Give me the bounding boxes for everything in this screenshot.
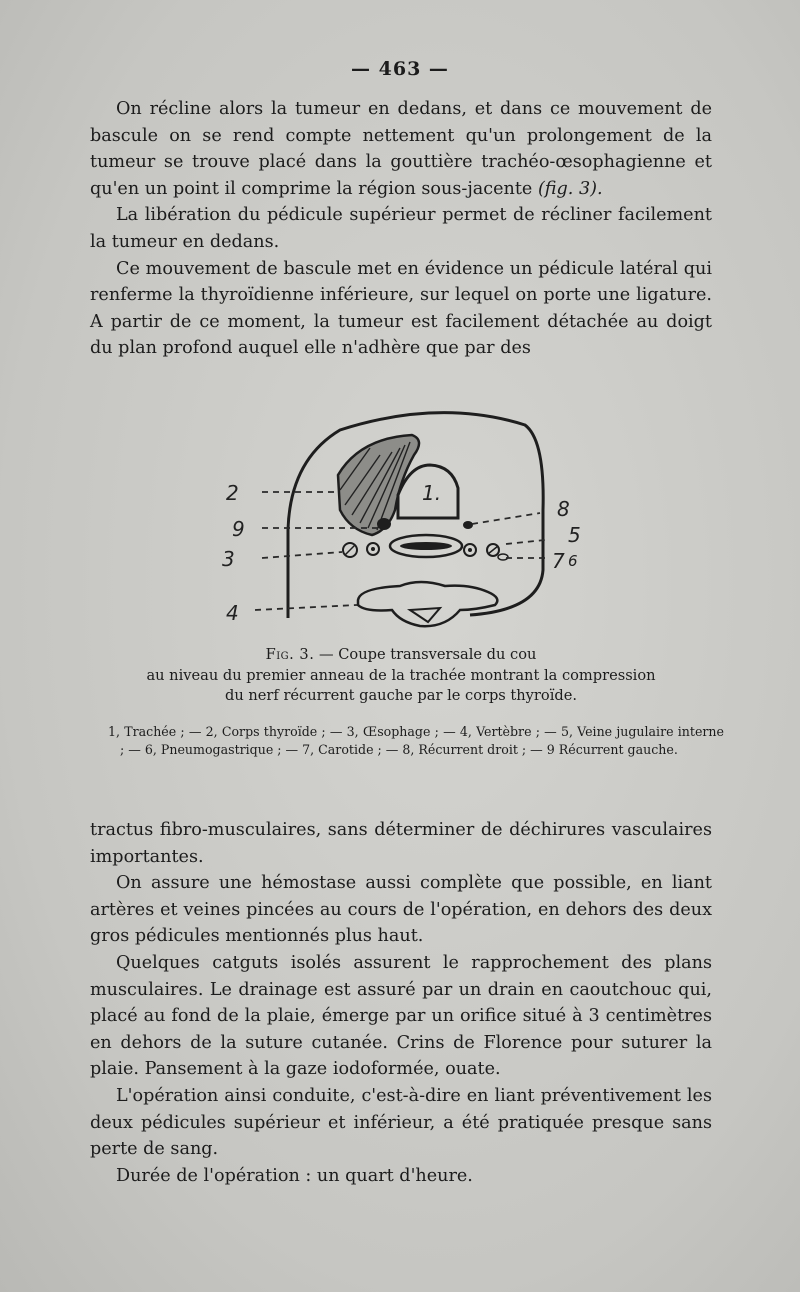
recurrent-nerve-left [377,518,391,530]
vertebral-canal [410,608,440,622]
label-5: 5 [568,523,581,547]
figure-caption [90,645,712,707]
paragraph: Durée de l'opération : un quart d'heure. [116,1165,473,1186]
label-6: 6 [568,552,578,570]
label-9: 9 [232,517,245,541]
leader-lines [255,492,545,610]
label-7: 7 [552,549,565,573]
caption-line-3: du nerf récurrent gauche par le corps thyroïde. [225,687,577,704]
paragraph: On assure une hémostase aussi complète que possible, en liant artères et veines pincées au cours de l'opération, en dehors des deux gros pédicules mentionnés plus haut. [90,873,712,947]
bottom-text-block [90,817,712,1189]
paragraph: La libération du pédicule supérieur permet de récliner facilement la tumeur en dedans. [90,205,712,252]
vertebra-shape [358,582,497,626]
figure-legend: 1, Trachée ; — 2, Corps thyroïde ; — 3, Œsophage ; — 4, Vertèbre ; — 5, Veine jugulaire interne ; — 6, Pneumogastrique ; — 7, Carotide ; — 8, Récurrent droit ; — 9 Récurrent gauche. [108,724,724,757]
figure-reference: (fig. 3). [537,178,603,199]
page-number: — 463 — [351,58,449,80]
top-text-block [90,96,712,362]
figure-3 [0,400,800,650]
caption-line-2: au niveau du premier anneau de la trachée montrant la compression [146,666,656,684]
recurrent-nerve-right [463,521,473,529]
caption-line-1: Fig. 3. — Coupe transversale du cou [265,646,537,663]
paragraph-continuation: tractus fibro-musculaires, sans déterminer de déchirures vasculaires importantes. [90,820,712,867]
oesophagus-inner [400,542,452,550]
label-3: 3 [222,547,235,571]
neck-cross-section-drawing [0,400,800,650]
paragraph-text: On récline alors la tumeur en dedans, et dans ce mouvement de bascule on se rend compte nettement qu'un prolongement de la tumeur se trouve placé dans la gouttière trachéo-œsophagienne et qu'en un point il comprime la région sous-jacente [90,99,712,199]
label-4: 4 [226,601,239,625]
label-2: 2 [226,481,239,505]
paragraph: Ce mouvement de bascule met en évidence un pédicule latéral qui renferme la thyroïdienne inférieure, sur lequel on porte une ligature. A partir de ce moment, la tumeur est facilement détachée au doigt du plan profond auquel elle n'adhère que par des [90,258,712,359]
label-8: 8 [557,497,570,521]
label-1: 1. [422,481,442,505]
paragraph [90,96,712,202]
paragraph: Quelques catguts isolés assurent le rapprochement des plans musculaires. Le drainage est assuré par un drain en caoutchouc qui, placé au fond de la plaie, émerge par un orifice situé à 3 centimètres en dehors de la suture cutanée. Crins de Florence pour suturer la plaie. Pansement à la gaze iodoformée, ouate. [90,952,712,1080]
figure-label: Fig. 3. [265,646,315,663]
paragraph: L'opération ainsi conduite, c'est-à-dire en liant préventivement les deux pédicules supérieur et inférieur, a été pratiquée presque sans perte de sang. [90,1085,712,1160]
